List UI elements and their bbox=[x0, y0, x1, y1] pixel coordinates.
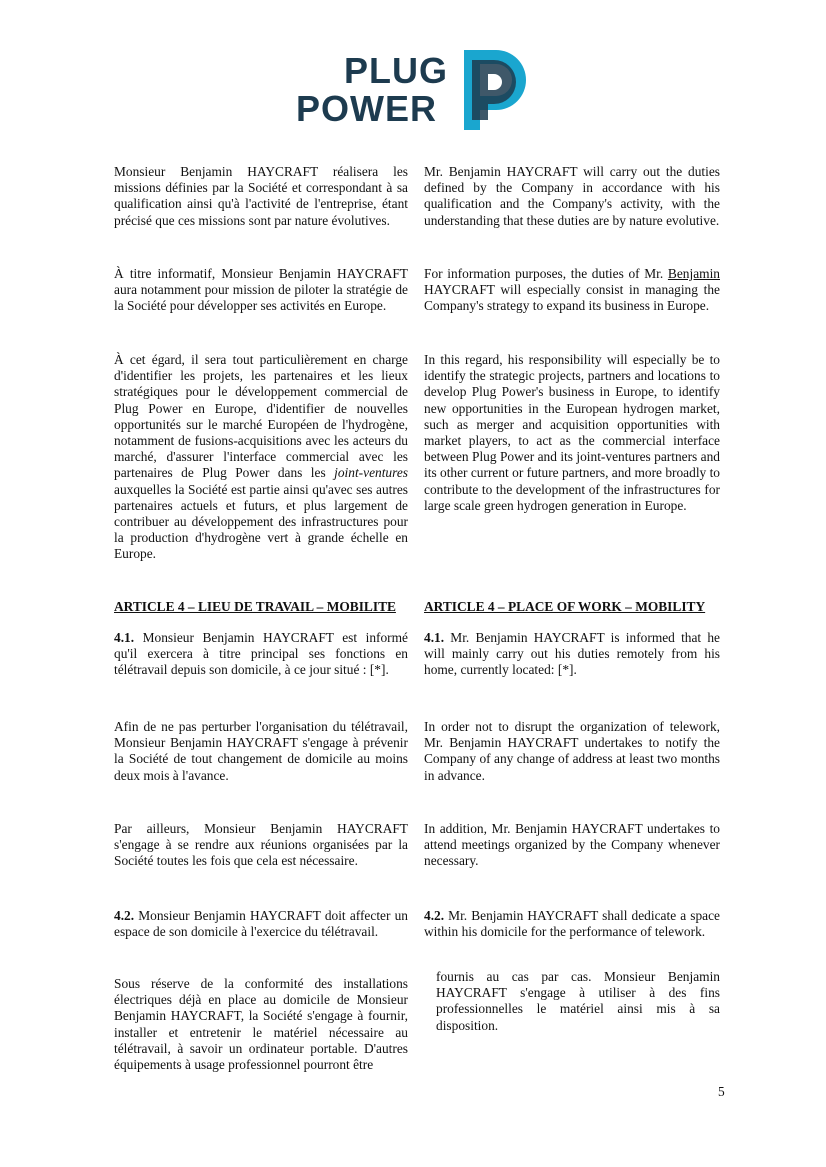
p42-en-num: 4.2. bbox=[424, 908, 445, 923]
p6-en: In addition, Mr. Benjamin HAYCRAFT undertakes to attend meetings organized by the Company whenever necessary. bbox=[424, 821, 720, 869]
p42-fr-num: 4.2. bbox=[114, 908, 135, 923]
p2-en-underlined: Benjamin bbox=[667, 266, 720, 281]
p2-en-after: HAYCRAFT will especially consist in managing the Company's strategy to expand its business in Europe. bbox=[424, 282, 720, 314]
page-number: 5 bbox=[718, 1084, 725, 1099]
p1-en: Mr. Benjamin HAYCRAFT will carry out the duties defined by the Company in accordance with his qualification and the Company's activity, with the understanding that these duties are by nature evolutive. bbox=[424, 164, 720, 228]
p2-en-before: For information purposes, the duties of Mr. bbox=[424, 266, 668, 281]
p5-en: In order not to disrupt the organization of telework, Mr. Benjamin HAYCRAFT undertakes to notify the Company of any change of address at least two months in advance. bbox=[424, 719, 720, 783]
p3-fr-after: auxquelles la Société est partie ainsi qu'avec ses autres partenaires actuels et futurs, et plus largement de contribuer au développement des infrastructures pour la production d'hydrogène vert à grande échelle en Europe. bbox=[114, 481, 408, 562]
p41-fr-num: 4.1. bbox=[114, 630, 135, 645]
p3-fr-before: À cet égard, il sera tout particulièrement en charge d'identifier les projets, les partenaires et les lieux stratégiques pour le développement commercial de Plug Power en Europe, d'identifier de nouvelles opportunités sur le marché Européen de l'hydrogène, notamment de fusions-acquisitions avec les acteurs du marché, d'assurer l'interface commercial avec les partenaires de Plug Power dans les bbox=[114, 352, 408, 481]
p3-fr-italic: joint-ventures bbox=[334, 465, 408, 481]
p42-en-text: Mr. Benjamin HAYCRAFT shall dedicate a space within his domicile for the performance of telework. bbox=[424, 908, 720, 940]
p42-fr bbox=[114, 908, 408, 940]
logo-word-power: POWER bbox=[296, 88, 438, 129]
p3-en: In this regard, his responsibility will especially be to identify the strategic projects, partners and locations to develop Plug Power's business in Europe, to identify new opportunities in the European hydrogen market, such as merger and acquisition opportunities with market players, to act as the commercial interface between Plug Power and its joint-ventures partners and its other current or future partners, and more broadly to contribute to the development of the infrastructures for large scale green hydrogen generation in Europe. bbox=[424, 352, 720, 513]
p3-fr bbox=[114, 352, 408, 563]
p42-en bbox=[424, 908, 720, 940]
p41-fr-text: Monsieur Benjamin HAYCRAFT est informé qu'il exercera à titre principal ses fonctions en télétravail depuis son domicile, à ce jour situé : [*]. bbox=[114, 630, 408, 678]
p41-fr bbox=[114, 630, 408, 679]
p5-fr: Afin de ne pas perturber l'organisation du télétravail, Monsieur Benjamin HAYCRAFT s'engage à prévenir la Société de tout changement de domicile au moins deux mois à l'avance. bbox=[114, 719, 408, 783]
article4-heading-en: ARTICLE 4 – PLACE OF WORK – MOBILITY bbox=[424, 599, 706, 614]
article4-heading-fr: ARTICLE 4 – LIEU DE TRAVAIL – MOBILITE bbox=[114, 599, 396, 614]
p41-en bbox=[424, 630, 720, 679]
p41-en-num: 4.1. bbox=[424, 630, 445, 645]
p6-fr: Par ailleurs, Monsieur Benjamin HAYCRAFT s'engage à se rendre aux réunions organisées par la Société toutes les fois que cela est nécessaire. bbox=[114, 821, 408, 869]
p2-fr: À titre informatif, Monsieur Benjamin HAYCRAFT aura notamment pour mission de piloter la stratégie de la Société pour développer ses activités en Europe. bbox=[114, 266, 408, 314]
p7-fr-continued: fournis au cas par cas. Monsieur Benjamin HAYCRAFT s'engage à utiliser à des fins professionnelles le matériel ainsi mis à sa disposition. bbox=[436, 969, 720, 1033]
logo-word-plug: PLUG bbox=[344, 50, 449, 91]
plug-power-logo bbox=[296, 44, 532, 134]
p1-fr: Monsieur Benjamin HAYCRAFT réalisera les missions définies par la Société et correspondant à sa qualification ainsi qu'à l'activité de l'entreprise, étant précisé que ces missions sont par nature évolutives. bbox=[114, 164, 408, 228]
p42-fr-text: Monsieur Benjamin HAYCRAFT doit affecter un espace de son domicile à l'exercice du télétravail. bbox=[114, 908, 408, 940]
plug-power-p-icon bbox=[458, 46, 530, 132]
p41-en-text: Mr. Benjamin HAYCRAFT is informed that he will mainly carry out his duties remotely from his home, currently located: [*]. bbox=[424, 630, 720, 678]
p7-fr: Sous réserve de la conformité des installations électriques déjà en place au domicile de Monsieur Benjamin HAYCRAFT, la Société s'engage à fournir, installer et entretenir le matériel nécessaire au télétravail, à savoir un ordinateur portable. D'autres équipements à usage professionnel pourront être bbox=[114, 976, 408, 1073]
p2-en bbox=[424, 266, 720, 315]
